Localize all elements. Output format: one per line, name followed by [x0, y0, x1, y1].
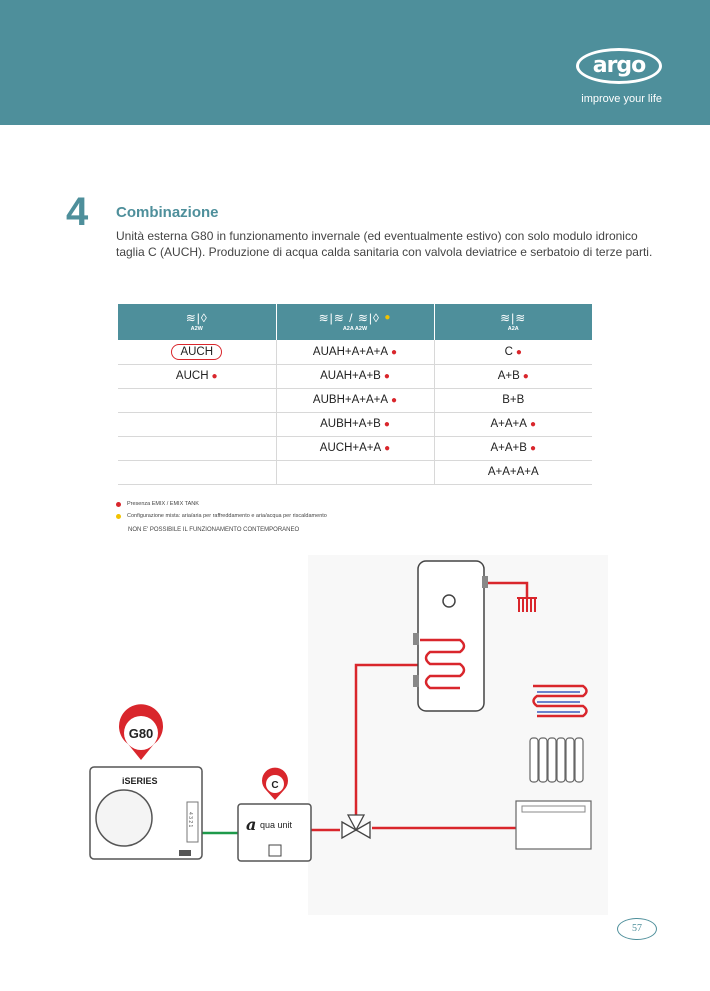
- cell-text: AUBH+A+A+A: [312, 394, 389, 406]
- water-tank: [413, 561, 488, 711]
- red-dot-icon: ●: [391, 395, 398, 406]
- red-dot-icon: ●: [529, 419, 536, 430]
- page-number: 57: [617, 918, 657, 940]
- red-dot-icon: ●: [384, 443, 391, 454]
- cell-text: AUCH: [175, 370, 209, 382]
- fan-fan-icon: ≋|≋: [500, 311, 527, 325]
- module-initial: a: [246, 815, 257, 834]
- cell-text: A+B: [497, 370, 520, 382]
- red-dot-icon: ●: [211, 371, 218, 382]
- cell-text: AUCH+A+A: [319, 442, 382, 454]
- cell-text: C: [504, 345, 513, 358]
- outdoor-brand: iSERIES: [122, 776, 158, 786]
- cell-text: AUCH: [171, 344, 222, 360]
- cell-text: A+A+B: [490, 442, 527, 454]
- header-sub: A2A A2W: [342, 326, 368, 332]
- legend-yellow-text: Configurazione mista: aria/aria per raffreddamento e aria/acqua per riscaldamento: [127, 513, 327, 519]
- section-description: Unità esterna G80 in funzionamento invernale (ed eventualmente estivo) con solo modulo idronico taglia C (AUCH). Produzione di acqua calda sanitaria con valvola deviatrice e serbatoio di terze parti.: [116, 229, 653, 259]
- logo-text: argo: [592, 53, 646, 78]
- fan-drop-icon: ≋|◊: [185, 311, 208, 325]
- tap-icon: [517, 598, 537, 612]
- header-sub: A2W: [190, 326, 203, 332]
- tagline: improve your life: [581, 93, 662, 105]
- section-title: Combinazione: [116, 204, 219, 221]
- legend-red-text: Presenza EMIX / EMIX TANK: [127, 501, 199, 507]
- cell-text: A+A+A: [490, 418, 527, 430]
- g80-label: G80: [128, 726, 154, 741]
- cell-text: AUAH+A+A+A: [312, 345, 389, 358]
- red-dot-icon: ●: [383, 419, 390, 430]
- red-dot-icon: ●: [529, 443, 536, 454]
- red-dot-icon: ●: [391, 346, 398, 358]
- simultaneous-note: NON E' POSSIBILE IL FUNZIONAMENTO CONTEMPORANEO: [128, 527, 300, 533]
- section-number: 4: [66, 190, 89, 234]
- yellow-dot-icon: ●: [384, 312, 392, 323]
- module-label: qua unit: [260, 820, 293, 830]
- red-dot-icon: ●: [522, 371, 529, 382]
- cell-text: B+B: [502, 394, 525, 406]
- panel-numbers: 4 3 2 1: [187, 812, 193, 828]
- fan-coil-icon: [516, 801, 591, 849]
- underfloor-heating-icon: [533, 686, 587, 716]
- header-icon-text: ≋|≋ / ≋|◊: [318, 311, 380, 325]
- cell-text: A+A+A+A: [487, 466, 539, 478]
- diverter-valve-icon: [342, 815, 370, 838]
- radiator-icon: [530, 738, 583, 782]
- cell-text: AUBH+A+B: [320, 418, 381, 430]
- red-dot-icon: ●: [383, 371, 390, 382]
- cell-text: AUAH+A+B: [320, 370, 381, 382]
- red-dot-icon: ●: [515, 346, 522, 358]
- header-sub: A2A: [507, 326, 519, 332]
- module-pin-label: C: [271, 780, 279, 791]
